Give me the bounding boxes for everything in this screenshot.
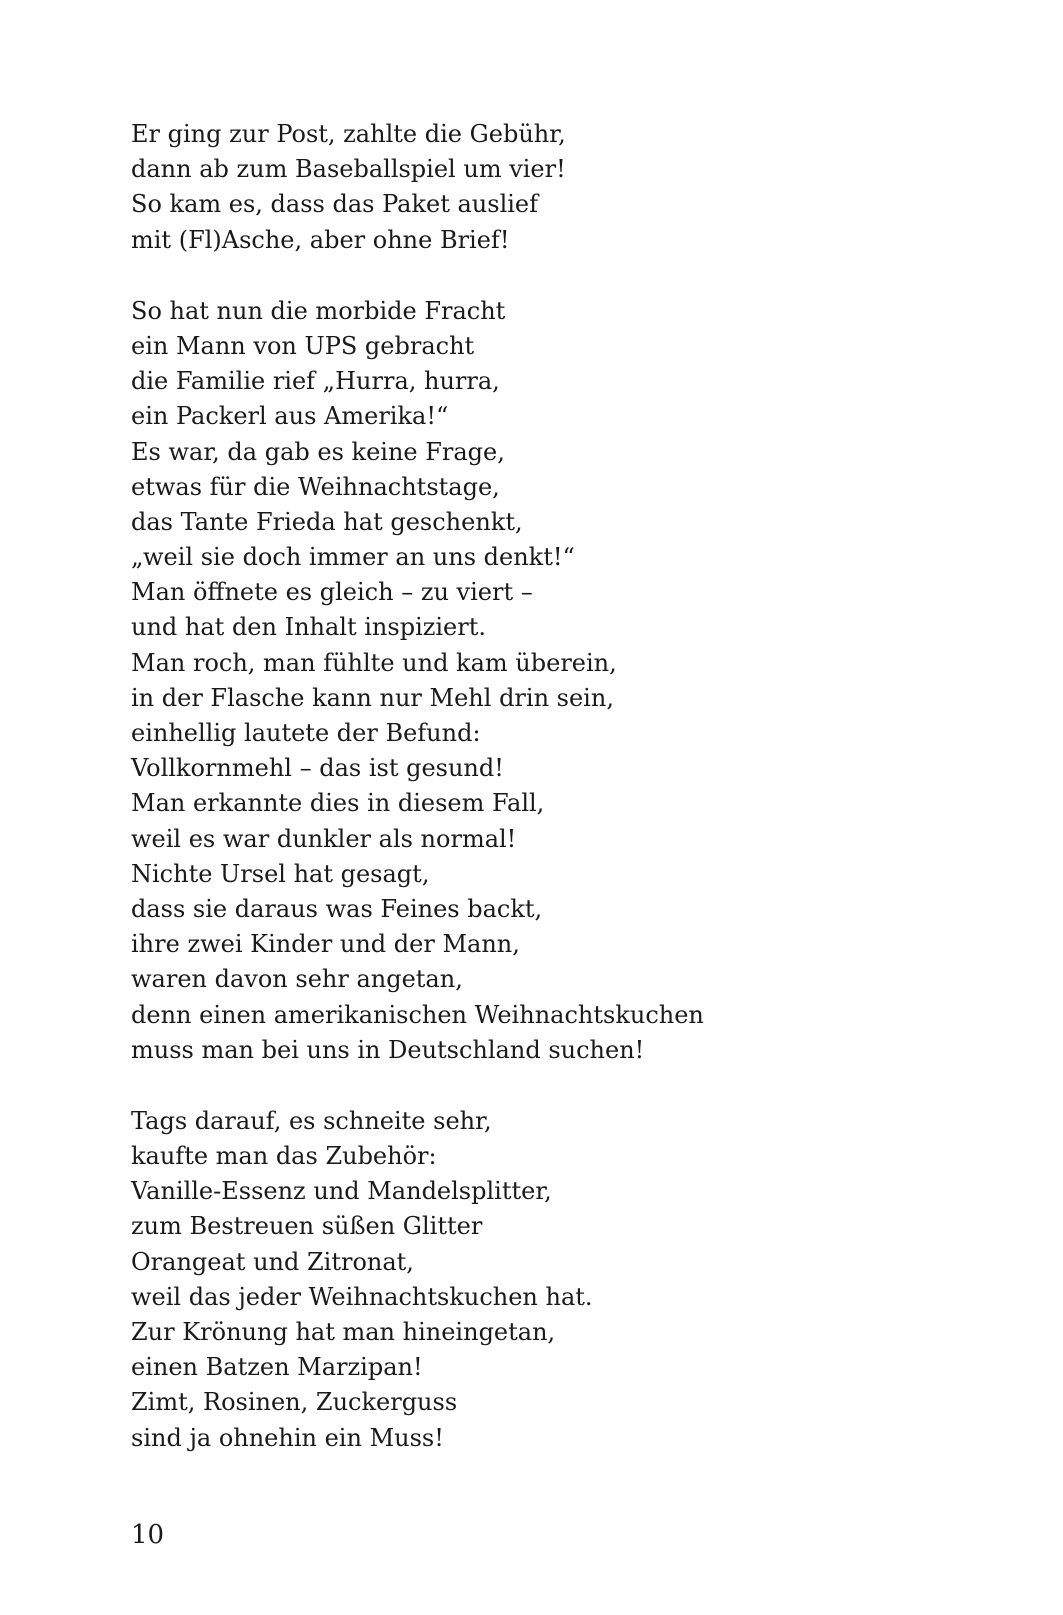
poem-line: einen Batzen Marzipan! [131, 1353, 423, 1382]
poem-line: Man roch, man fühlte und kam überein, [131, 648, 617, 677]
stanza-3 [131, 1104, 891, 1456]
poem-line: kaufte man das Zubehör: [131, 1142, 437, 1171]
stanza-2 [131, 294, 891, 1068]
poem-line: denn einen amerikanischen Weihnachtskuchen [131, 1000, 704, 1029]
poem-line: sind ja ohnehin ein Muss! [131, 1423, 444, 1452]
poem-line: zum Bestreuen süßen Glitter [131, 1212, 483, 1241]
poem-line: So kam es, dass das Paket auslief [131, 190, 539, 219]
page-number: 10 [131, 1520, 165, 1550]
poem-line: Es war, da gab es keine Frage, [131, 437, 505, 466]
poem-line: Er ging zur Post, zahlte die Gebühr, [131, 120, 566, 148]
poem-line: etwas für die Weihnachtstage, [131, 472, 500, 501]
poem-line: Tags darauf, es schneite sehr, [131, 1106, 492, 1135]
poem-line: die Familie rief „Hurra, hurra, [131, 367, 500, 396]
poem-line: einhellig lautete der Befund: [131, 719, 481, 747]
poem-line: das Tante Frieda hat geschenkt, [131, 507, 523, 536]
poem-line: Zimt, Rosinen, Zuckerguss [131, 1388, 458, 1417]
poem-line: „weil sie doch immer an uns denkt!“ [131, 543, 575, 572]
poem-line: Nichte Ursel hat gesagt, [131, 859, 430, 888]
poem-line: ein Mann von UPS gebracht [131, 331, 475, 360]
poem-line: in der Flasche kann nur Mehl drin sein, [131, 683, 614, 712]
poem-line: dann ab zum Baseballspiel um vier! [131, 155, 566, 184]
poem-line: weil es war dunkler als normal! [131, 824, 517, 853]
poem-line: ein Packerl aus Amerika!“ [131, 402, 449, 431]
poem-line: weil das jeder Weihnachtskuchen hat. [131, 1282, 593, 1311]
poem-line: und hat den Inhalt inspiziert. [131, 613, 487, 642]
poem-line: Man erkannte dies in diesem Fall, [131, 789, 545, 818]
poem-line: muss man bei uns in Deutschland suchen! [131, 1035, 645, 1064]
poem-line: Vanille-Essenz und Mandelsplitter, [131, 1177, 552, 1206]
poem-line: Vollkornmehl – das ist gesund! [131, 754, 504, 783]
poem-line: waren davon sehr angetan, [131, 965, 463, 994]
poem-line: So hat nun die morbide Fracht [131, 296, 506, 325]
poem-line: dass sie daraus was Feines backt, [131, 894, 543, 923]
poem-line: Orangeat und Zitronat, [131, 1247, 414, 1276]
stanza-1 [131, 117, 891, 258]
poem-line: mit (Fl)Asche, aber ohne Brief! [131, 225, 510, 254]
poem-line: Man öffnete es gleich – zu viert – [131, 578, 533, 607]
poem [131, 117, 891, 1492]
poem-line: Zur Krönung hat man hineingetan, [131, 1318, 556, 1346]
poem-line: ihre zwei Kinder und der Mann, [131, 930, 520, 959]
